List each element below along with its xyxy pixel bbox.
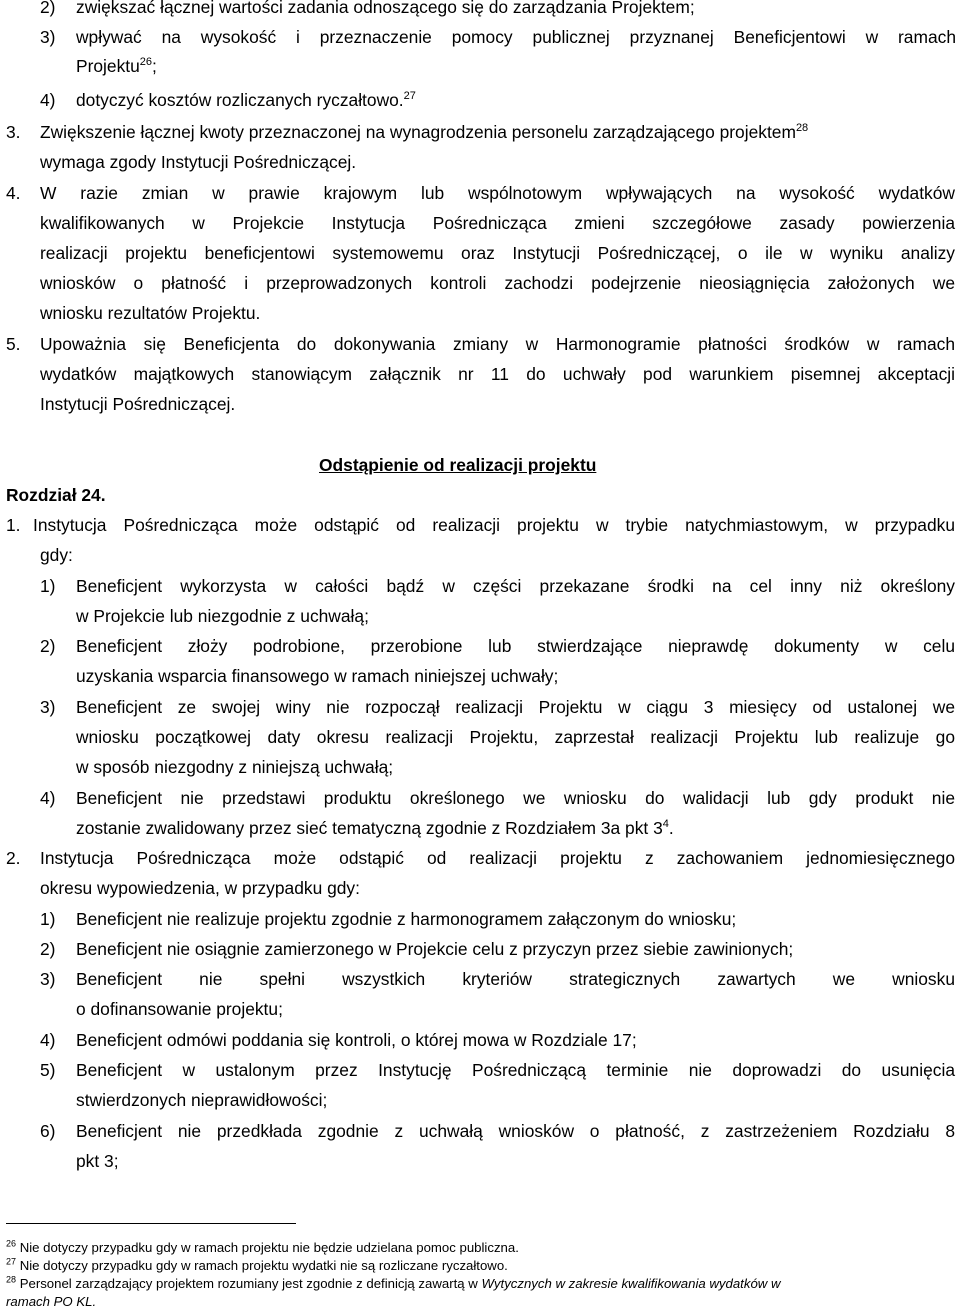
list-item-text: zwiększać łącznej wartości zadania odnoszącego się do zarządzania Projektem; xyxy=(76,0,695,17)
paragraph-line: Instytucja Pośrednicząca może odstąpić od realizacji projektu z zachowaniem jednomiesięcznego xyxy=(40,848,955,868)
paragraph-line: wniosków o płatność i przeprowadzonych kontroli zachodzi podejrzenie nieosiągnięcia założonych we xyxy=(40,273,955,293)
footnote-ref[interactable]: 4 xyxy=(662,818,669,831)
list-number: 3) xyxy=(40,697,56,717)
list-item-line: Beneficjent wykorzysta w całości bądź w części przekazane środki na cel inny niż określony xyxy=(76,576,955,596)
footnote-ref[interactable]: 28 xyxy=(795,122,809,135)
list-number: 1) xyxy=(40,576,56,596)
text-segment: ; xyxy=(152,56,157,76)
text-segment: Zwiększenie łącznej kwoty przeznaczonej na wynagrodzenia personelu zarządzającego projektem xyxy=(40,122,796,142)
footnote-ref[interactable]: 27 xyxy=(403,90,416,103)
list-item-text-continued xyxy=(76,55,157,77)
list-item-line: pkt 3; xyxy=(76,1151,119,1171)
text-segment: zostanie zwalidowany przez sieć tematyczną zgodnie z Rozdziałem 3a pkt 3 xyxy=(76,818,663,838)
list-item-line xyxy=(76,817,674,839)
paragraph-line: okresu wypowiedzenia, w przypadku gdy: xyxy=(40,878,360,898)
paragraph-text xyxy=(40,121,808,143)
list-number: 4) xyxy=(40,1030,56,1050)
list-item-line: Beneficjent w ustalonym przez Instytucję Pośredniczącą terminie nie doprowadzi do usunięcia xyxy=(76,1060,955,1080)
paragraph-line: Instytucji Pośredniczącej. xyxy=(40,394,236,414)
paragraph-line: Upoważnia się Beneficjenta do dokonywania zmiany w Harmonogramie płatności środków w ramach xyxy=(40,334,955,354)
footnote-mark: 26 xyxy=(6,1238,17,1249)
list-item-line: stwierdzonych nieprawidłowości; xyxy=(76,1090,328,1110)
list-number: 2) xyxy=(40,0,56,17)
text-segment: . xyxy=(668,818,674,838)
list-item-line: Beneficjent nie realizuje projektu zgodnie z harmonogramem załączonym do wniosku; xyxy=(76,909,737,929)
footnote xyxy=(6,1258,508,1274)
list-item-line: wniosku początkowej daty okresu realizacji Projektu, zaprzestał realizacji Projektu lub realizuje go xyxy=(76,727,955,747)
footnote xyxy=(6,1240,519,1256)
list-number: 1) xyxy=(40,909,56,929)
paragraph-line: realizacji projektu beneficjentowi systemowemu oraz Instytucji Pośredniczącej, o ile w wyniku analizy xyxy=(40,243,955,263)
footnote-mark: 27 xyxy=(6,1256,17,1267)
paragraph-number: 1. xyxy=(6,515,21,535)
paragraph-line: kwalifikowanych w Projekcie Instytucja Pośrednicząca zmieni szczegółowe zasady powierzenia xyxy=(40,213,955,233)
paragraph-number: 5. xyxy=(6,334,21,354)
footnote xyxy=(6,1276,956,1292)
footnote-text: Nie dotyczy przypadku gdy w ramach projektu nie będzie udzielana pomoc publiczna. xyxy=(19,1240,519,1255)
paragraph-number: 3. xyxy=(6,122,21,142)
paragraph-number: 4. xyxy=(6,183,21,203)
chapter-heading: Rozdział 24. xyxy=(6,485,106,505)
paragraph-line: gdy: xyxy=(40,545,73,565)
list-item-line: Beneficjent nie osiągnie zamierzonego w Projekcie celu z przyczyn przez siebie zawinionych; xyxy=(76,939,794,959)
list-number: 2) xyxy=(40,636,56,656)
list-number: 3) xyxy=(40,27,56,47)
list-item-line: w Projekcie lub niezgodnie z uchwałą; xyxy=(76,606,369,626)
list-number: 6) xyxy=(40,1121,56,1141)
footnote-ref[interactable]: 26 xyxy=(139,56,153,69)
list-number: 2) xyxy=(40,939,56,959)
text-segment: Projektu xyxy=(76,56,140,76)
list-item-line: Beneficjent ze swojej winy nie rozpoczął realizacji Projektu w ciągu 3 miesięcy od ustalonej we xyxy=(76,697,955,717)
list-item-line: Beneficjent złoży podrobione, przerobione lub stwierdzające nieprawdę dokumenty w celu xyxy=(76,636,955,656)
list-number: 4) xyxy=(40,788,56,808)
paragraph-number: 2. xyxy=(6,848,21,868)
list-item-line: uzyskania wsparcia finansowego w ramach niniejszej uchwały; xyxy=(76,666,559,686)
list-item-line: Beneficjent nie przedkłada zgodnie z uchwałą wniosków o płatność, z zastrzeżeniem Rozdziału 8 xyxy=(76,1121,955,1141)
paragraph-line: Instytucja Pośrednicząca może odstąpić od realizacji projektu w trybie natychmiastowym, w przypadku xyxy=(33,515,955,535)
list-item-text xyxy=(76,89,416,111)
list-number: 4) xyxy=(40,90,56,110)
footnote-text: Nie dotyczy przypadku gdy w ramach projektu wydatki nie są rozliczane ryczałtowo. xyxy=(19,1258,508,1273)
list-item-line: Beneficjent nie spełni wszystkich kryteriów strategicznych zawartych we wniosku xyxy=(76,969,955,989)
list-item-text: wpływać na wysokość i przeznaczenie pomocy publicznej przyznanej Beneficjentowi w ramach xyxy=(76,27,956,47)
paragraph-line: W razie zmian w prawie krajowym lub wspólnotowym wpływających na wysokość wydatków xyxy=(40,183,955,203)
list-number: 3) xyxy=(40,969,56,989)
section-title: Odstąpienie od realizacji projektu xyxy=(319,455,597,475)
paragraph-line: wniosku rezultatów Projektu. xyxy=(40,303,261,323)
footnote-mark: 28 xyxy=(6,1274,17,1285)
paragraph-line: wydatków majątkowych stanowiącym załącznik nr 11 do uchwały pod warunkiem pisemnej akceptacji xyxy=(40,364,955,384)
list-item-line: o dofinansowanie projektu; xyxy=(76,999,283,1019)
paragraph-text: wymaga zgody Instytucji Pośredniczącej. xyxy=(40,152,357,172)
footnote-italic: ramach PO KL. xyxy=(6,1294,97,1309)
list-number: 5) xyxy=(40,1060,56,1080)
footnote-separator xyxy=(6,1223,296,1224)
text-segment: dotyczyć kosztów rozliczanych ryczałtowo. xyxy=(76,90,404,110)
footnote-continued xyxy=(6,1294,96,1310)
footnote-italic: Wytycznych w zakresie kwalifikowania wydatków w xyxy=(481,1276,781,1291)
list-item-line: w sposób niezgodny z niniejszą uchwałą; xyxy=(76,757,394,777)
list-item-line: Beneficjent odmówi poddania się kontroli, o której mowa w Rozdziale 17; xyxy=(76,1030,637,1050)
list-item-line: Beneficjent nie przedstawi produktu określonego we wniosku do walidacji lub gdy produkt nie xyxy=(76,788,955,808)
footnote-text: Personel zarządzający projektem rozumiany jest zgodnie z definicją zawartą w xyxy=(19,1276,478,1291)
